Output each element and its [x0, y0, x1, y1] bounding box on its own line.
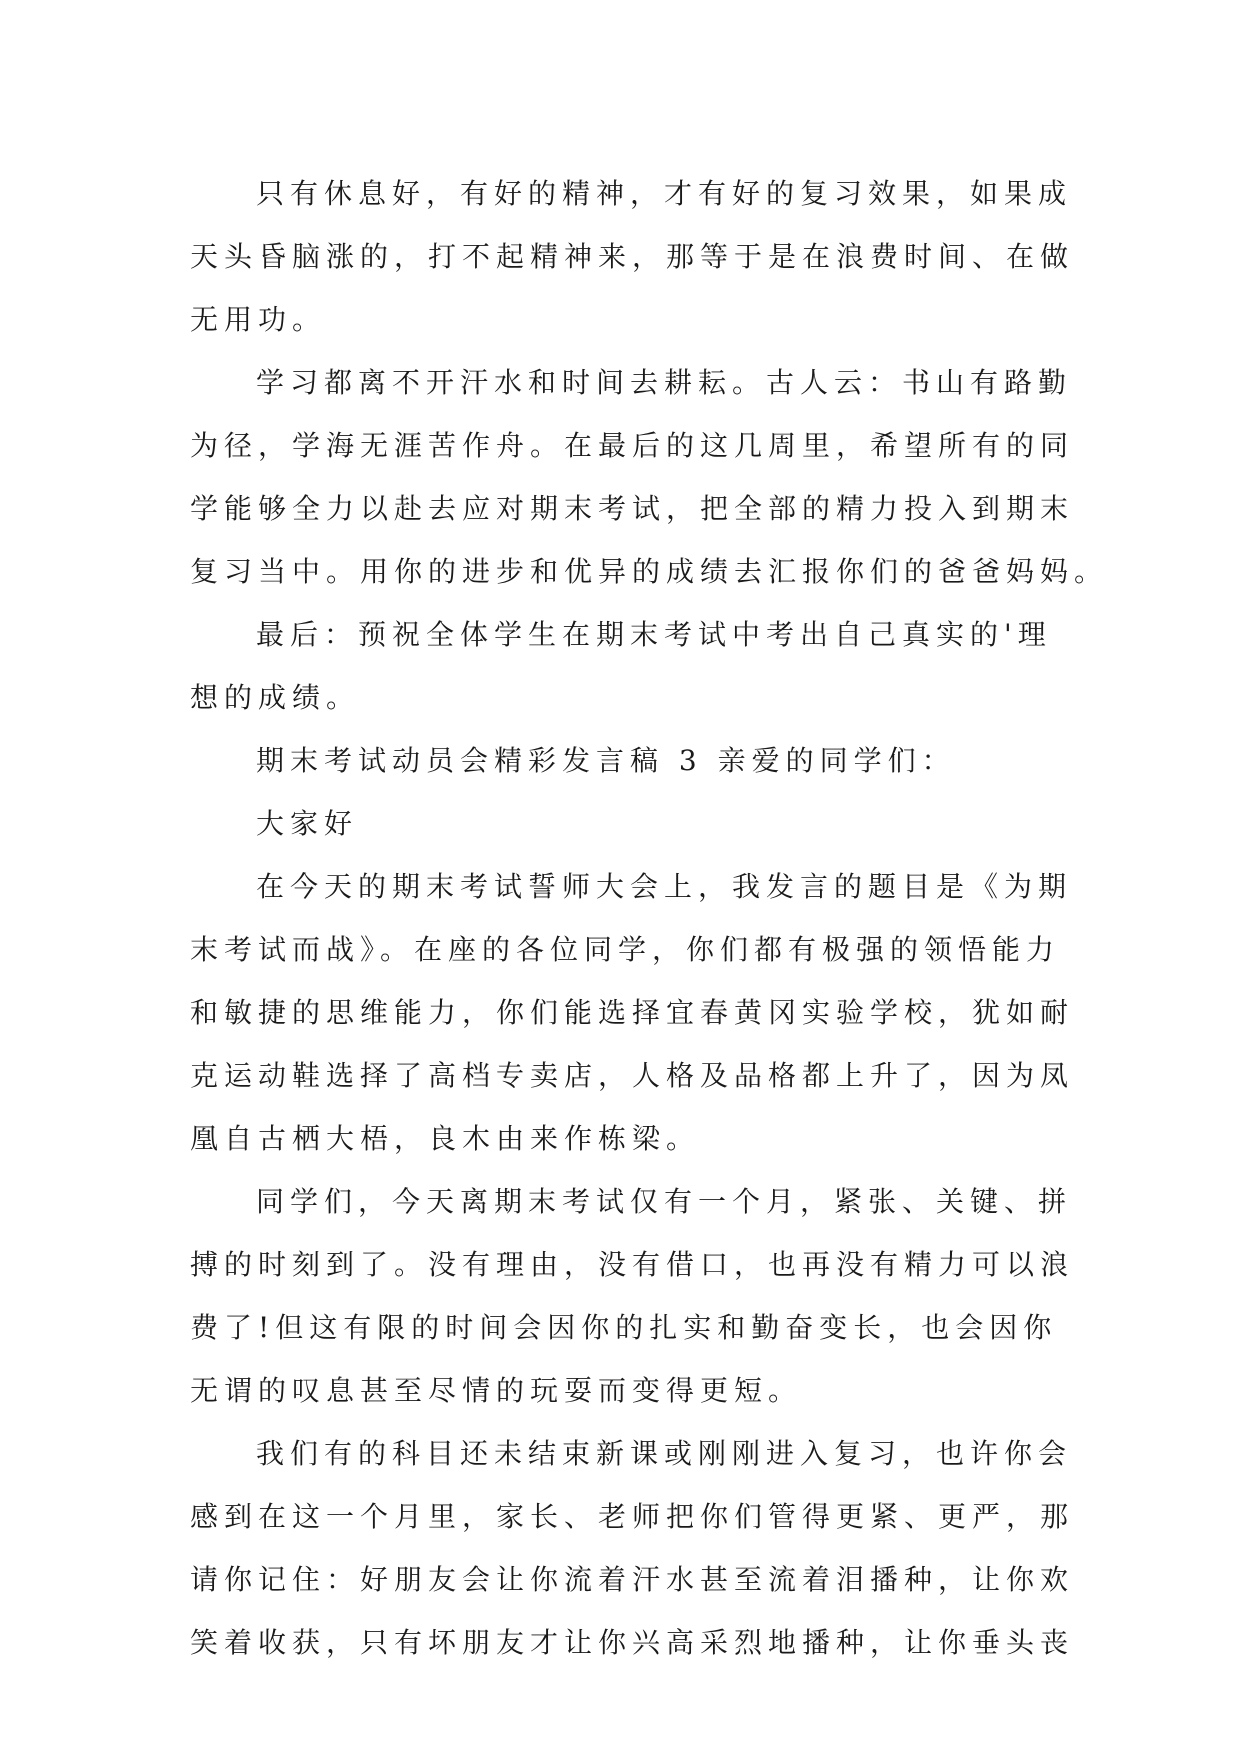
- text-line: 在今天的期末考试誓师大会上，我发言的题目是《为期: [256, 870, 1073, 903]
- text-line: 和敏捷的思维能力，你们能选择宜春黄冈实验学校，犹如耐: [190, 996, 1075, 1029]
- text-line: 凰自古栖大梧，良木由来作栋梁。: [190, 1122, 701, 1155]
- text-line: 无用功。: [190, 303, 327, 336]
- text-line: 学能够全力以赴去应对期末考试，把全部的精力投入到期末: [190, 492, 1075, 525]
- text-line: 费了!但这有限的时间会因你的扎实和勤奋变长，也会因你: [190, 1311, 1058, 1344]
- text-line: 克运动鞋选择了高档专卖店，人格及品格都上升了，因为凤: [190, 1059, 1075, 1092]
- section-heading: 期末考试动员会精彩发言稿 3 亲爱的同学们：: [256, 744, 956, 777]
- body-text: [190, 162, 1109, 1674]
- text-line: 请你记住：好朋友会让你流着汗水甚至流着泪播种，让你欢: [190, 1563, 1075, 1596]
- text-line: 末考试而战》。在座的各位同学，你们都有极强的领悟能力: [190, 933, 1061, 966]
- text-line: 只有休息好，有好的精神，才有好的复习效果，如果成: [256, 177, 1073, 210]
- text-line: 学习都离不开汗水和时间去耕耘。古人云：书山有路勤: [256, 366, 1073, 399]
- text-line: 想的成绩。: [190, 681, 361, 714]
- text-line: 搏的时刻到了。没有理由，没有借口，也再没有精力可以浪: [190, 1248, 1075, 1281]
- text-line: 笑着收获，只有坏朋友才让你兴高采烈地播种，让你垂头丧: [190, 1626, 1075, 1659]
- text-line: 最后：预祝全体学生在期末考试中考出自己真实的'理: [256, 618, 1052, 651]
- text-line: 无谓的叹息甚至尽情的玩耍而变得更短。: [190, 1374, 803, 1407]
- text-line: 天头昏脑涨的，打不起精神来，那等于是在浪费时间、在做: [190, 240, 1075, 273]
- greeting: 大家好: [256, 807, 359, 840]
- text-line: 同学们，今天离期末考试仅有一个月，紧张、关键、拼: [256, 1185, 1073, 1218]
- text-line: 为径，学海无涯苦作舟。在最后的这几周里，希望所有的同: [190, 429, 1075, 462]
- text-line: 我们有的科目还未结束新课或刚刚进入复习，也许你会: [256, 1437, 1073, 1470]
- text-line: 感到在这一个月里，家长、老师把你们管得更紧、更严，那: [190, 1500, 1075, 1533]
- text-line: 复习当中。用你的进步和优异的成绩去汇报你们的爸爸妈妈。: [190, 555, 1109, 588]
